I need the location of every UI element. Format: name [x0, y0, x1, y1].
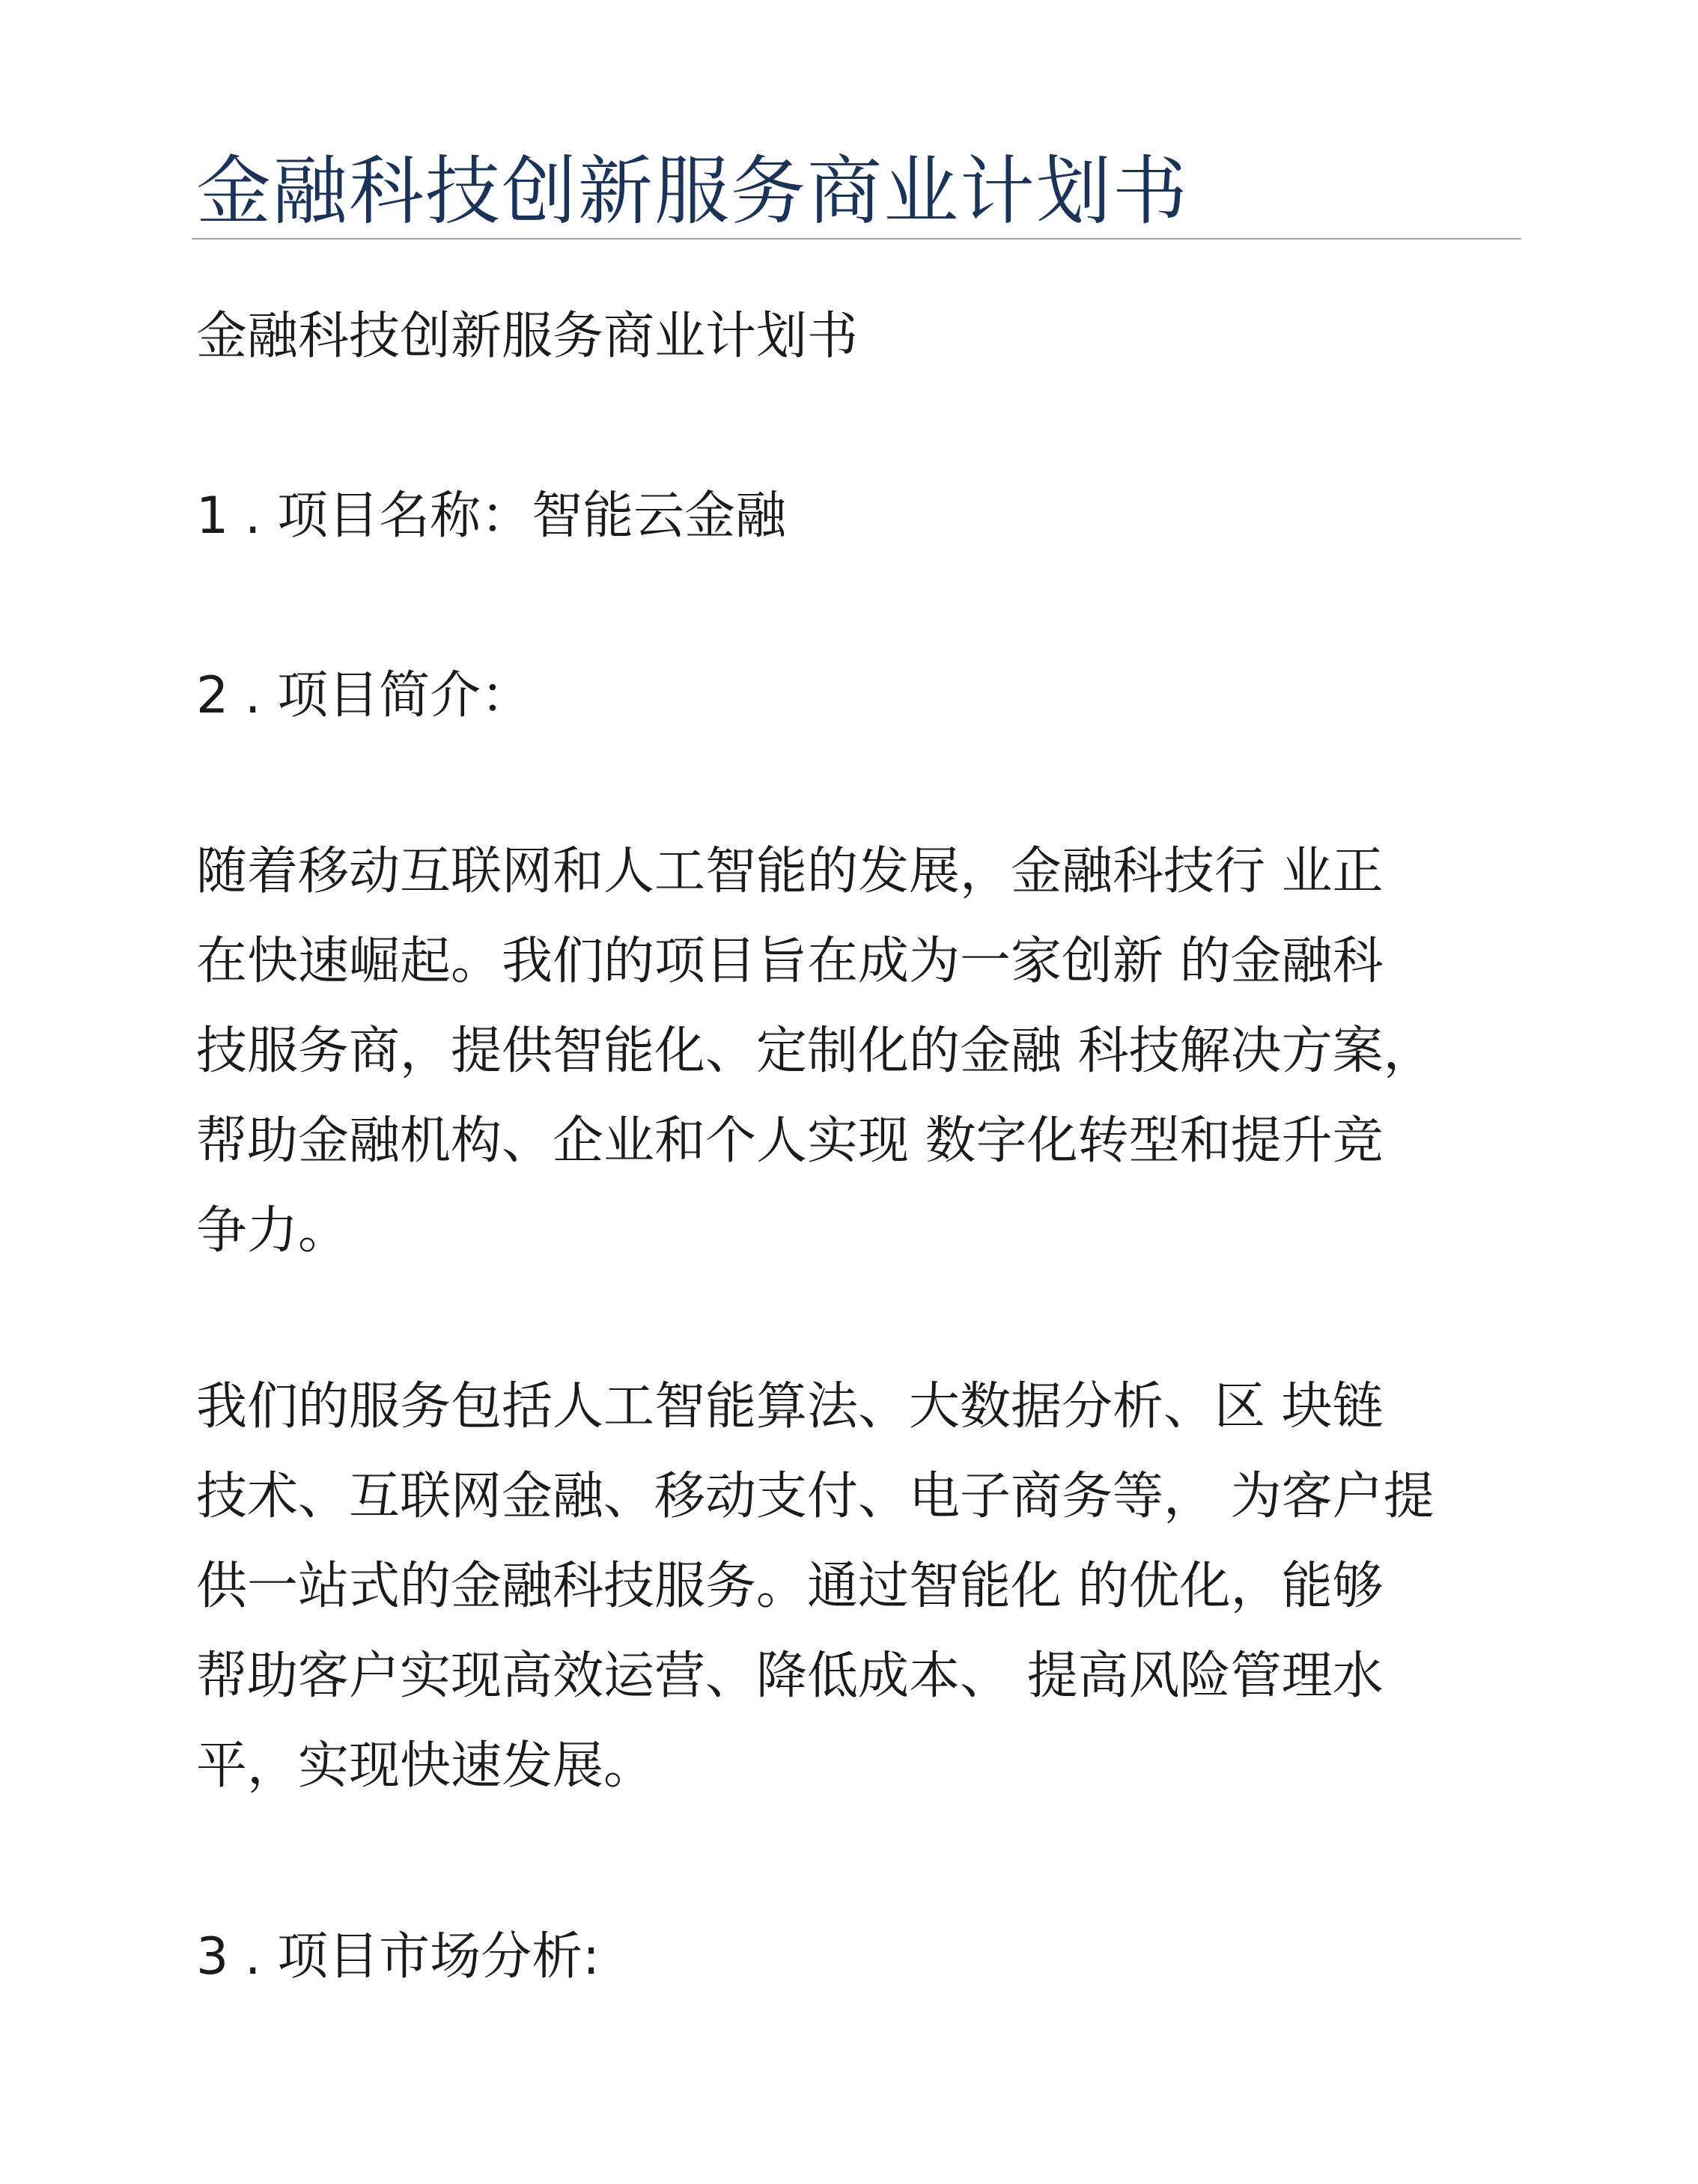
title-divider: [192, 238, 1521, 240]
paragraph-line: 技术、互联网金融、移动支付、电子商务等， 为客户提: [196, 1467, 1434, 1526]
paragraph-line: 供一站式的金融科技服务。通过智能化 的优化，能够: [196, 1557, 1384, 1616]
paragraph-line: 帮助金融机构、企业和个人实现 数字化转型和提升竞: [196, 1111, 1384, 1171]
paragraph-line: 平，实现快速发展。: [196, 1736, 655, 1796]
section-market-analysis-heading: 3 . 项目市场分析:: [196, 1927, 600, 1986]
paragraph-line: 我们的服务包括人工智能算法、大数据分析、区 块链: [196, 1377, 1384, 1436]
intro-paragraph-2: [196, 1362, 1434, 1811]
paragraph-line: 随着移动互联网和人工智能的发展，金融科技行 业正: [196, 842, 1384, 901]
paragraph-line: 在快速崛起。我们的项目旨在成为一家创新 的金融科: [196, 932, 1384, 991]
document-title: 金融科技创新服务商业计划书: [196, 147, 1189, 235]
section-project-name: 1 . 项目名称：智能云金融: [196, 486, 787, 546]
paragraph-line: 帮助客户实现高效运营、降低成本、 提高风险管理水: [196, 1647, 1384, 1706]
paragraph-line: 技服务商，提供智能化、定制化的金融 科技解决方案，: [196, 1022, 1434, 1081]
intro-paragraph-1: [196, 827, 1434, 1276]
section-project-intro-heading: 2 . 项目简介：: [196, 666, 532, 725]
document-subtitle: 金融科技创新服务商业计划书: [196, 307, 859, 366]
paragraph-line: 争力。: [196, 1201, 350, 1260]
